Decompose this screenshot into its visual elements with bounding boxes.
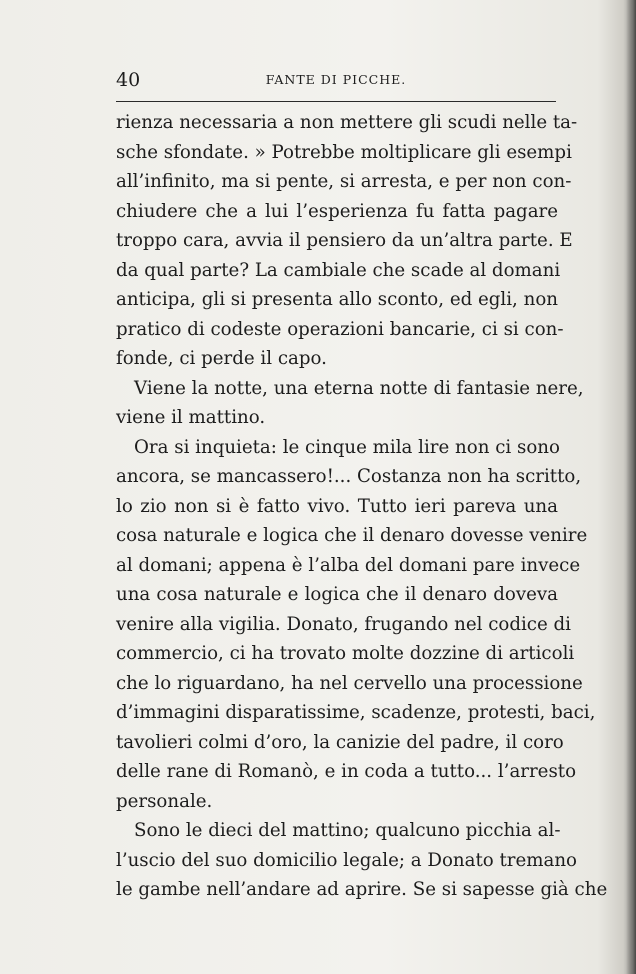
body-text [116, 108, 608, 905]
running-title: FANTE DI PICCHE. [265, 72, 407, 87]
text-line: una cosa naturale e logica che il denaro doveva [116, 584, 558, 605]
text-line: fonde, ci perde il capo. [116, 348, 327, 369]
text-line: sche sfondate. » Potrebbe moltiplicare gli esempi [116, 141, 572, 163]
text-line: l’uscio del suo domicilio legale; a Donato tremano [116, 849, 578, 871]
text-line: al domani; appena è l’alba del domani pare invece [116, 554, 581, 576]
text-line: ancora, se mancassero!... Costanza non ha scritto, [116, 466, 582, 487]
text-line: troppo cara, avvia il pensiero da un’altra parte. E [116, 230, 573, 251]
text-line: personale. [116, 790, 213, 812]
text-line: all’infinito, ma si pente, si arresta, e per non con- [116, 171, 572, 192]
text-line: lo zio non si è fatto vivo. Tutto ieri pareva una [116, 495, 558, 517]
text-line: anticipa, gli si presenta allo sconto, ed egli, non [116, 289, 558, 310]
text-line: tavolieri colmi d’oro, la canizie del padre, il coro [116, 731, 564, 753]
page-number: 40 [116, 69, 141, 91]
text-line: le gambe nell’andare ad aprire. Se si sapesse già che [116, 879, 608, 900]
text-line: Ora si inquieta: le cinque mila lire non ci sono [134, 436, 560, 458]
text-line: commercio, ci ha trovato molte dozzine di articoli [116, 643, 575, 664]
text-line: Sono le dieci del mattino; qualcuno picchia al- [134, 820, 561, 841]
text-line: venire alla vigilia. Donato, frugando nel codice di [116, 613, 571, 635]
header-rule [116, 101, 556, 102]
text-line: Viene la notte, una eterna notte di fantasie nere, [134, 377, 584, 399]
text-line: rienza necessaria a non mettere gli scudi nelle ta- [116, 112, 578, 133]
text-line: viene il mattino. [116, 407, 266, 428]
page-header [116, 66, 556, 94]
text-line: pratico di codeste operazioni bancarie, ci si con- [116, 318, 564, 340]
page-edge-shadow [626, 0, 636, 974]
text-line: che lo riguardano, ha nel cervello una processione [116, 672, 583, 694]
text-line: d’immagini disparatissime, scadenze, protesti, baci, [116, 702, 596, 723]
text-line: delle rane di Romanò, e in coda a tutto... l’arresto [116, 761, 577, 782]
text-line: cosa naturale e logica che il denaro dovesse venire [116, 525, 588, 546]
text-line: da qual parte? La cambiale che scade al domani [116, 259, 561, 281]
text-line: chiudere che a lui l’esperienza fu fatta pagare [116, 200, 558, 222]
